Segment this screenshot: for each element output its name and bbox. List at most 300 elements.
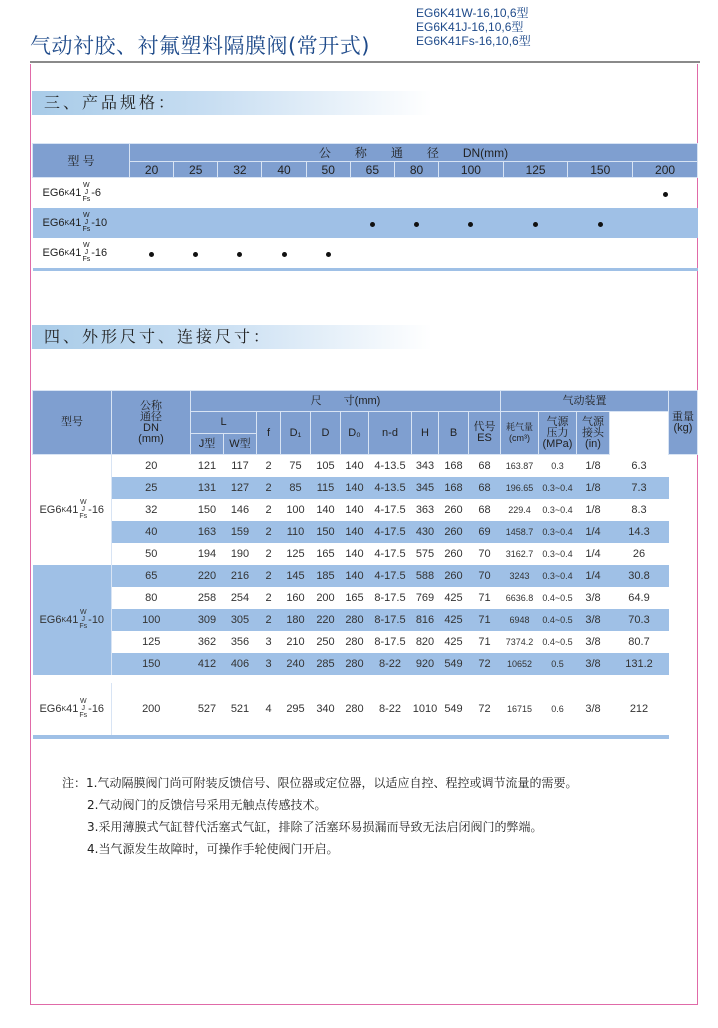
col-dn-line: 通径 bbox=[140, 410, 162, 423]
dimension-cell: 140 bbox=[345, 548, 364, 560]
dimension-cell: 0.6 bbox=[551, 704, 564, 714]
dimension-cell: 521 bbox=[230, 703, 250, 715]
spec-cell bbox=[394, 178, 438, 209]
dimension-cell: 70 bbox=[469, 565, 501, 587]
dimension-cell: 2 bbox=[265, 592, 272, 604]
dimension-cell: 425 bbox=[439, 609, 469, 631]
spec-cell bbox=[568, 238, 633, 268]
dimension-row bbox=[33, 499, 698, 521]
pressure-rating: -10 bbox=[91, 217, 108, 229]
dimension-cell: 280 bbox=[345, 703, 364, 715]
material-variant: Fs bbox=[79, 711, 88, 719]
material-variant: J bbox=[81, 505, 86, 513]
dimension-cell: 68 bbox=[478, 504, 491, 516]
dimension-cell: 8-22 bbox=[378, 703, 402, 715]
available-dot-icon bbox=[193, 252, 198, 257]
spec-cell bbox=[174, 208, 218, 238]
dimension-cell: 2 bbox=[257, 565, 281, 587]
col-air-line: (cm³) bbox=[509, 433, 530, 443]
spec-model bbox=[33, 178, 130, 209]
dimension-cell: 70 bbox=[478, 548, 491, 560]
spec-cell bbox=[130, 208, 174, 238]
dimension-cell: 194 bbox=[197, 548, 217, 560]
dimension-cell: 240 bbox=[281, 653, 311, 675]
model-code-part: EG6 bbox=[42, 217, 65, 229]
dimension-cell: 71 bbox=[469, 609, 501, 631]
pressure-rating: -16 bbox=[88, 703, 105, 715]
dimension-cell: 260 bbox=[439, 565, 469, 587]
dimension-row bbox=[33, 543, 698, 565]
col-dn-line: 公称 bbox=[140, 399, 162, 412]
col-pressure-line: (MPa) bbox=[542, 437, 573, 450]
dimension-cell: 769 bbox=[415, 592, 435, 604]
dimension-cell: 40 bbox=[112, 521, 191, 543]
available-dot-icon bbox=[533, 222, 538, 227]
dimension-cell: 1/4 bbox=[577, 565, 610, 587]
spec-cell bbox=[568, 178, 633, 209]
dimension-cell: 140 bbox=[341, 477, 369, 499]
dimension-cell: 100 bbox=[112, 609, 191, 631]
col-D: D bbox=[311, 412, 341, 455]
model-line: EG6K41Fs-16,10,6型 bbox=[416, 34, 531, 48]
dimension-cell: 212 bbox=[629, 703, 649, 715]
material-variant: W bbox=[83, 211, 90, 219]
dimension-cell: 0.3~0.4 bbox=[542, 549, 573, 559]
dimension-cell: 527 bbox=[197, 703, 217, 715]
dimension-row bbox=[33, 609, 698, 631]
material-variant: W bbox=[79, 697, 87, 705]
dimension-cell: 285 bbox=[311, 653, 341, 675]
spec-cell bbox=[503, 178, 568, 209]
dimension-cell: 425 bbox=[444, 592, 463, 604]
col-model: 型号 bbox=[33, 391, 112, 455]
dimension-cell: 150 bbox=[197, 504, 217, 516]
spec-col-dn: 20 bbox=[130, 162, 174, 178]
dimension-cell: 8-17.5 bbox=[374, 636, 406, 648]
model-line: EG6K41W-16,10,6型 bbox=[416, 6, 529, 20]
dimension-cell: 121 bbox=[197, 460, 217, 472]
dimension-cell: 258 bbox=[197, 592, 217, 604]
dimension-cell: 250 bbox=[316, 636, 335, 648]
spec-col-dn: 50 bbox=[306, 162, 350, 178]
col-code bbox=[469, 412, 501, 455]
material-variants bbox=[79, 698, 87, 719]
col-dimensions-group: 尺 寸(mm) bbox=[191, 391, 501, 412]
spec-cell bbox=[306, 208, 350, 238]
spec-col-dn: 200 bbox=[633, 162, 698, 178]
spec-cell bbox=[394, 238, 438, 268]
spec-col-dn: 150 bbox=[568, 162, 633, 178]
dimension-cell: 3/8 bbox=[577, 653, 610, 675]
section-title-dimensions: 四、外形尺寸、连接尺寸： bbox=[32, 325, 432, 349]
col-weight-line: (kg) bbox=[673, 421, 693, 434]
col-L-W: W型 bbox=[224, 434, 257, 455]
col-pressure-line: 压力 bbox=[546, 426, 569, 439]
dimension-cell: 50 bbox=[145, 548, 158, 560]
dimension-cell: 1010 bbox=[412, 703, 438, 715]
col-dn-line: DN bbox=[143, 421, 159, 434]
dimension-cell: 8-17.5 bbox=[369, 609, 412, 631]
dimension-cell: 816 bbox=[412, 609, 439, 631]
material-variant: W bbox=[79, 608, 87, 616]
spec-cell bbox=[174, 238, 218, 268]
model-code-part: 41 bbox=[66, 504, 79, 516]
dimension-cell: 1/4 bbox=[577, 521, 610, 543]
dimension-row bbox=[33, 683, 698, 735]
model-code-part: EG6 bbox=[39, 703, 62, 715]
dimension-row bbox=[33, 653, 698, 675]
col-D1: D₁ bbox=[281, 412, 311, 455]
spec-cell bbox=[350, 238, 394, 268]
dimension-cell: 20 bbox=[145, 460, 158, 472]
dimension-cell: 100 bbox=[286, 504, 305, 516]
spec-cell bbox=[633, 178, 698, 209]
material-variant: Fs bbox=[82, 225, 91, 233]
spec-cell bbox=[633, 238, 698, 268]
spec-col-dn: 32 bbox=[218, 162, 262, 178]
spec-cell bbox=[262, 178, 306, 209]
spec-cell bbox=[130, 238, 174, 268]
dimension-cell: 430 bbox=[412, 521, 439, 543]
material-variant: J bbox=[84, 188, 89, 196]
spec-col-dn-group: 公 称 通 径 DN(mm) bbox=[130, 144, 698, 162]
dimension-cell: 117 bbox=[231, 460, 249, 472]
dimension-cell: 165 bbox=[345, 592, 364, 604]
dimension-row bbox=[33, 477, 698, 499]
col-weight-line: 重量 bbox=[672, 410, 694, 423]
table-bottom-rule bbox=[33, 268, 698, 271]
col-air-line: 耗气量 bbox=[505, 422, 533, 432]
model-code-part: K bbox=[61, 705, 67, 713]
available-dot-icon bbox=[468, 222, 473, 227]
dimension-cell: 588 bbox=[412, 565, 439, 587]
dimension-cell: 4 bbox=[265, 703, 272, 715]
dimension-cell: 159 bbox=[224, 521, 257, 543]
model-code-part: EG6 bbox=[42, 187, 65, 199]
dimension-cell: 163 bbox=[191, 521, 224, 543]
model-code-part: 41 bbox=[66, 614, 79, 626]
dimension-cell: 71 bbox=[478, 592, 491, 604]
material-variant: W bbox=[79, 498, 87, 506]
dimension-cell: 110 bbox=[281, 521, 311, 543]
spec-col-dn: 65 bbox=[350, 162, 394, 178]
dimension-cell: 131 bbox=[191, 477, 224, 499]
dimension-cell: 7.3 bbox=[610, 477, 669, 499]
dimension-cell: 163.87 bbox=[505, 461, 534, 471]
material-variants bbox=[79, 609, 87, 630]
available-dot-icon bbox=[282, 252, 287, 257]
spec-col-dn: 100 bbox=[439, 162, 504, 178]
note-line: 4.当气源发生故障时，可操作手轮使阀门开启。 bbox=[87, 842, 339, 856]
dimension-cell: 280 bbox=[341, 609, 369, 631]
dimension-cell: 25 bbox=[112, 477, 191, 499]
dimension-cell: 140 bbox=[345, 460, 364, 472]
dimension-cell: 295 bbox=[286, 703, 305, 715]
spec-cell bbox=[262, 238, 306, 268]
model-code-part: K bbox=[64, 219, 70, 227]
dimension-cell: 7374.2 bbox=[505, 637, 534, 647]
dimension-cell: 168 bbox=[439, 477, 469, 499]
dimension-cell: 1/8 bbox=[585, 504, 601, 516]
dimension-cell: 575 bbox=[415, 548, 435, 560]
spec-cell bbox=[350, 178, 394, 209]
dimension-cell: 820 bbox=[415, 636, 435, 648]
dimension-cell: 0.3~0.4 bbox=[542, 505, 573, 515]
pressure-rating: -10 bbox=[88, 614, 105, 626]
model-code-part: 41 bbox=[66, 703, 79, 715]
dimension-cell: 4-17.5 bbox=[374, 548, 406, 560]
dimension-cell: 140 bbox=[341, 521, 369, 543]
dimension-cell: 1/8 bbox=[585, 460, 601, 472]
col-conn-line: (in) bbox=[585, 437, 601, 450]
col-L-J: J型 bbox=[191, 434, 224, 455]
col-weight bbox=[669, 391, 698, 455]
dimension-cell: 305 bbox=[224, 609, 257, 631]
spec-cell bbox=[439, 178, 504, 209]
spec-cell bbox=[503, 238, 568, 268]
col-conn-line: 接头 bbox=[582, 426, 604, 439]
dimension-row bbox=[33, 587, 698, 609]
dimension-cell: 2 bbox=[257, 477, 281, 499]
dimension-cell: 549 bbox=[439, 653, 469, 675]
pressure-rating: -6 bbox=[91, 187, 101, 199]
dimension-cell: 280 bbox=[345, 636, 364, 648]
model-code-part: 41 bbox=[69, 187, 82, 199]
model-code bbox=[43, 213, 108, 234]
available-dot-icon bbox=[149, 252, 154, 257]
model-code bbox=[43, 243, 108, 264]
model-code-part: K bbox=[61, 616, 67, 624]
dimension-cell: 4-13.5 bbox=[374, 460, 406, 472]
dimension-cell: 72 bbox=[469, 653, 501, 675]
dimension-cell: 0.4~0.5 bbox=[542, 593, 573, 603]
dimension-cell: 3/8 bbox=[585, 703, 601, 715]
dimension-cell: 190 bbox=[230, 548, 250, 560]
dimension-cell: 70.3 bbox=[610, 609, 669, 631]
dimension-cell: 127 bbox=[224, 477, 257, 499]
material-variant: Fs bbox=[82, 195, 91, 203]
dimension-cell: 0.3~0.4 bbox=[539, 565, 577, 587]
dimension-cell: 6948 bbox=[501, 609, 539, 631]
page-title: 气动衬胶、衬氟塑料隔膜阀(常开式) bbox=[30, 34, 370, 58]
section-title-specs: 三、产品规格： bbox=[32, 91, 432, 115]
dimension-cell: 362 bbox=[197, 636, 217, 648]
dimension-cell: 220 bbox=[191, 565, 224, 587]
dimension-cell: 10652 bbox=[501, 653, 539, 675]
dimension-cell: 280 bbox=[341, 653, 369, 675]
available-dot-icon bbox=[414, 222, 419, 227]
col-conn bbox=[577, 412, 610, 455]
spec-cell bbox=[350, 208, 394, 238]
dimension-cell: 140 bbox=[341, 565, 369, 587]
spec-model bbox=[33, 208, 130, 238]
col-code-line: ES bbox=[477, 432, 492, 444]
dimension-row bbox=[33, 521, 698, 543]
spec-row bbox=[33, 178, 698, 209]
dimension-cell: 2 bbox=[257, 521, 281, 543]
dimension-cell: 6636.8 bbox=[505, 593, 534, 603]
dimension-row bbox=[33, 631, 698, 653]
spec-cell bbox=[439, 238, 504, 268]
dimension-cell: 210 bbox=[286, 636, 305, 648]
material-variant: J bbox=[84, 248, 89, 256]
spec-cell bbox=[262, 208, 306, 238]
material-variant: Fs bbox=[79, 512, 88, 520]
material-variant: Fs bbox=[82, 255, 91, 263]
available-dot-icon bbox=[663, 192, 668, 197]
dimension-cell: 0.3~0.4 bbox=[539, 521, 577, 543]
spec-col-dn: 25 bbox=[174, 162, 218, 178]
dimension-cell: 1/8 bbox=[577, 477, 610, 499]
available-dot-icon bbox=[237, 252, 242, 257]
group-model bbox=[33, 455, 112, 566]
spec-model bbox=[33, 238, 130, 268]
available-dot-icon bbox=[598, 222, 603, 227]
dimension-cell: 16715 bbox=[506, 704, 533, 714]
dimension-cell: 85 bbox=[281, 477, 311, 499]
model-code-part: K bbox=[61, 506, 67, 514]
model-code-part: EG6 bbox=[39, 614, 62, 626]
dimension-cell: 6.3 bbox=[631, 459, 647, 472]
dimension-cell: 229.4 bbox=[508, 505, 531, 515]
spec-cell bbox=[306, 238, 350, 268]
dimension-cell: 0.5 bbox=[539, 653, 577, 675]
spec-cell bbox=[633, 208, 698, 238]
dimension-cell: 4-17.5 bbox=[369, 521, 412, 543]
dimension-cell: 260 bbox=[439, 521, 469, 543]
dimension-cell: 150 bbox=[311, 521, 341, 543]
dimension-cell: 425 bbox=[444, 636, 463, 648]
col-dn bbox=[112, 391, 191, 455]
model-code-part: 41 bbox=[69, 217, 82, 229]
dimension-cell: 920 bbox=[412, 653, 439, 675]
spec-row bbox=[33, 208, 698, 238]
dimension-cell: 200 bbox=[142, 703, 161, 715]
dimension-cell: 68 bbox=[478, 460, 491, 472]
available-dot-icon bbox=[370, 222, 375, 227]
spec-cell bbox=[306, 178, 350, 209]
note-line: 2.气动阀门的反馈信号采用无触点传感技术。 bbox=[87, 798, 327, 812]
dimension-cell: 412 bbox=[191, 653, 224, 675]
dimension-cell: 75 bbox=[289, 460, 302, 472]
col-D0: D₀ bbox=[341, 412, 369, 455]
dimension-cell: 2 bbox=[257, 609, 281, 631]
material-variants bbox=[79, 499, 87, 520]
spec-cell bbox=[394, 208, 438, 238]
note-line: 3.采用薄膜式气缸替代活塞式气缸，排除了活塞环易损漏而导致无法启闭阀门的弊端。 bbox=[87, 820, 543, 834]
model-code bbox=[39, 699, 104, 720]
model-code-part: 41 bbox=[69, 247, 82, 259]
dimension-cell: 125 bbox=[142, 636, 161, 648]
col-B: B bbox=[439, 412, 469, 455]
spec-cell bbox=[439, 208, 504, 238]
material-variants bbox=[82, 242, 90, 263]
dimension-cell: 14.3 bbox=[610, 521, 669, 543]
material-variant: W bbox=[83, 181, 90, 189]
dimension-cell: 8-22 bbox=[369, 653, 412, 675]
dimension-cell: 200 bbox=[316, 592, 335, 604]
col-conn-line: 气源 bbox=[582, 415, 604, 428]
dimension-cell: 3/8 bbox=[577, 609, 610, 631]
col-dn-line: (mm) bbox=[138, 432, 164, 445]
dimension-cell: 0.4~0.5 bbox=[542, 637, 573, 647]
dimension-cell: 260 bbox=[444, 548, 463, 560]
dimension-cell: 8-17.5 bbox=[374, 592, 406, 604]
dimension-cell: 406 bbox=[224, 653, 257, 675]
model-code bbox=[43, 183, 102, 204]
col-pneumatic-group: 气动装置 bbox=[501, 391, 669, 412]
pressure-rating: -16 bbox=[91, 247, 108, 259]
material-variants bbox=[82, 212, 90, 233]
col-pressure bbox=[539, 412, 577, 455]
dimension-cell: 115 bbox=[311, 477, 341, 499]
header-divider bbox=[30, 61, 700, 63]
dimension-cell: 4-17.5 bbox=[374, 504, 406, 516]
material-variants bbox=[82, 182, 90, 203]
dimension-cell: 168 bbox=[444, 460, 463, 472]
dimension-cell: 131.2 bbox=[610, 653, 669, 675]
dimension-cell: 2 bbox=[265, 504, 272, 516]
dimension-cell: 71 bbox=[478, 636, 491, 648]
spec-col-model: 型 号 bbox=[33, 144, 130, 178]
dimension-cell: 309 bbox=[191, 609, 224, 631]
dimension-cell: 180 bbox=[281, 609, 311, 631]
dimension-table bbox=[32, 390, 698, 739]
group-gap bbox=[33, 675, 698, 683]
model-line: EG6K41J-16,10,6型 bbox=[416, 20, 524, 34]
dimension-cell: 254 bbox=[230, 592, 250, 604]
dimension-cell: 1/4 bbox=[585, 548, 601, 560]
spec-table bbox=[32, 143, 698, 271]
dimension-cell: 0.4~0.5 bbox=[539, 609, 577, 631]
dimension-cell: 216 bbox=[224, 565, 257, 587]
material-variant: J bbox=[81, 704, 86, 712]
dimension-cell: 3 bbox=[257, 653, 281, 675]
model-code-part: EG6 bbox=[39, 504, 62, 516]
dimension-cell: 3243 bbox=[501, 565, 539, 587]
dimension-cell: 65 bbox=[112, 565, 191, 587]
dimension-cell: 2 bbox=[265, 548, 272, 560]
model-code-part: EG6 bbox=[42, 247, 65, 259]
dimension-cell: 3 bbox=[265, 636, 272, 648]
spec-row bbox=[33, 238, 698, 268]
material-variant: Fs bbox=[79, 622, 88, 630]
dimension-row bbox=[33, 565, 698, 587]
note-line: 注：1.气动隔膜阀门尚可附装反馈信号、限位器或定位器，以适应自控、程控或调节流量的需要。 bbox=[62, 776, 578, 790]
dimension-row bbox=[33, 455, 698, 478]
dimension-cell: 146 bbox=[230, 504, 250, 516]
spec-cell bbox=[568, 208, 633, 238]
dimension-cell: 80.7 bbox=[628, 636, 650, 648]
dimension-cell: 105 bbox=[316, 460, 335, 472]
dimension-cell: 69 bbox=[469, 521, 501, 543]
spec-cell bbox=[218, 208, 262, 238]
material-variant: J bbox=[84, 218, 89, 226]
dimension-cell: 150 bbox=[112, 653, 191, 675]
model-code bbox=[39, 500, 104, 521]
col-f: f bbox=[257, 412, 281, 455]
pressure-rating: -16 bbox=[88, 504, 105, 516]
material-variant: J bbox=[81, 615, 86, 623]
spec-cell bbox=[130, 178, 174, 209]
spec-cell bbox=[218, 178, 262, 209]
col-nd: n-d bbox=[369, 412, 412, 455]
dimension-cell: 30.8 bbox=[610, 565, 669, 587]
spec-col-dn: 40 bbox=[262, 162, 306, 178]
dimension-cell: 2 bbox=[265, 460, 272, 472]
dimension-cell: 1458.7 bbox=[501, 521, 539, 543]
dimension-cell: 140 bbox=[316, 504, 335, 516]
